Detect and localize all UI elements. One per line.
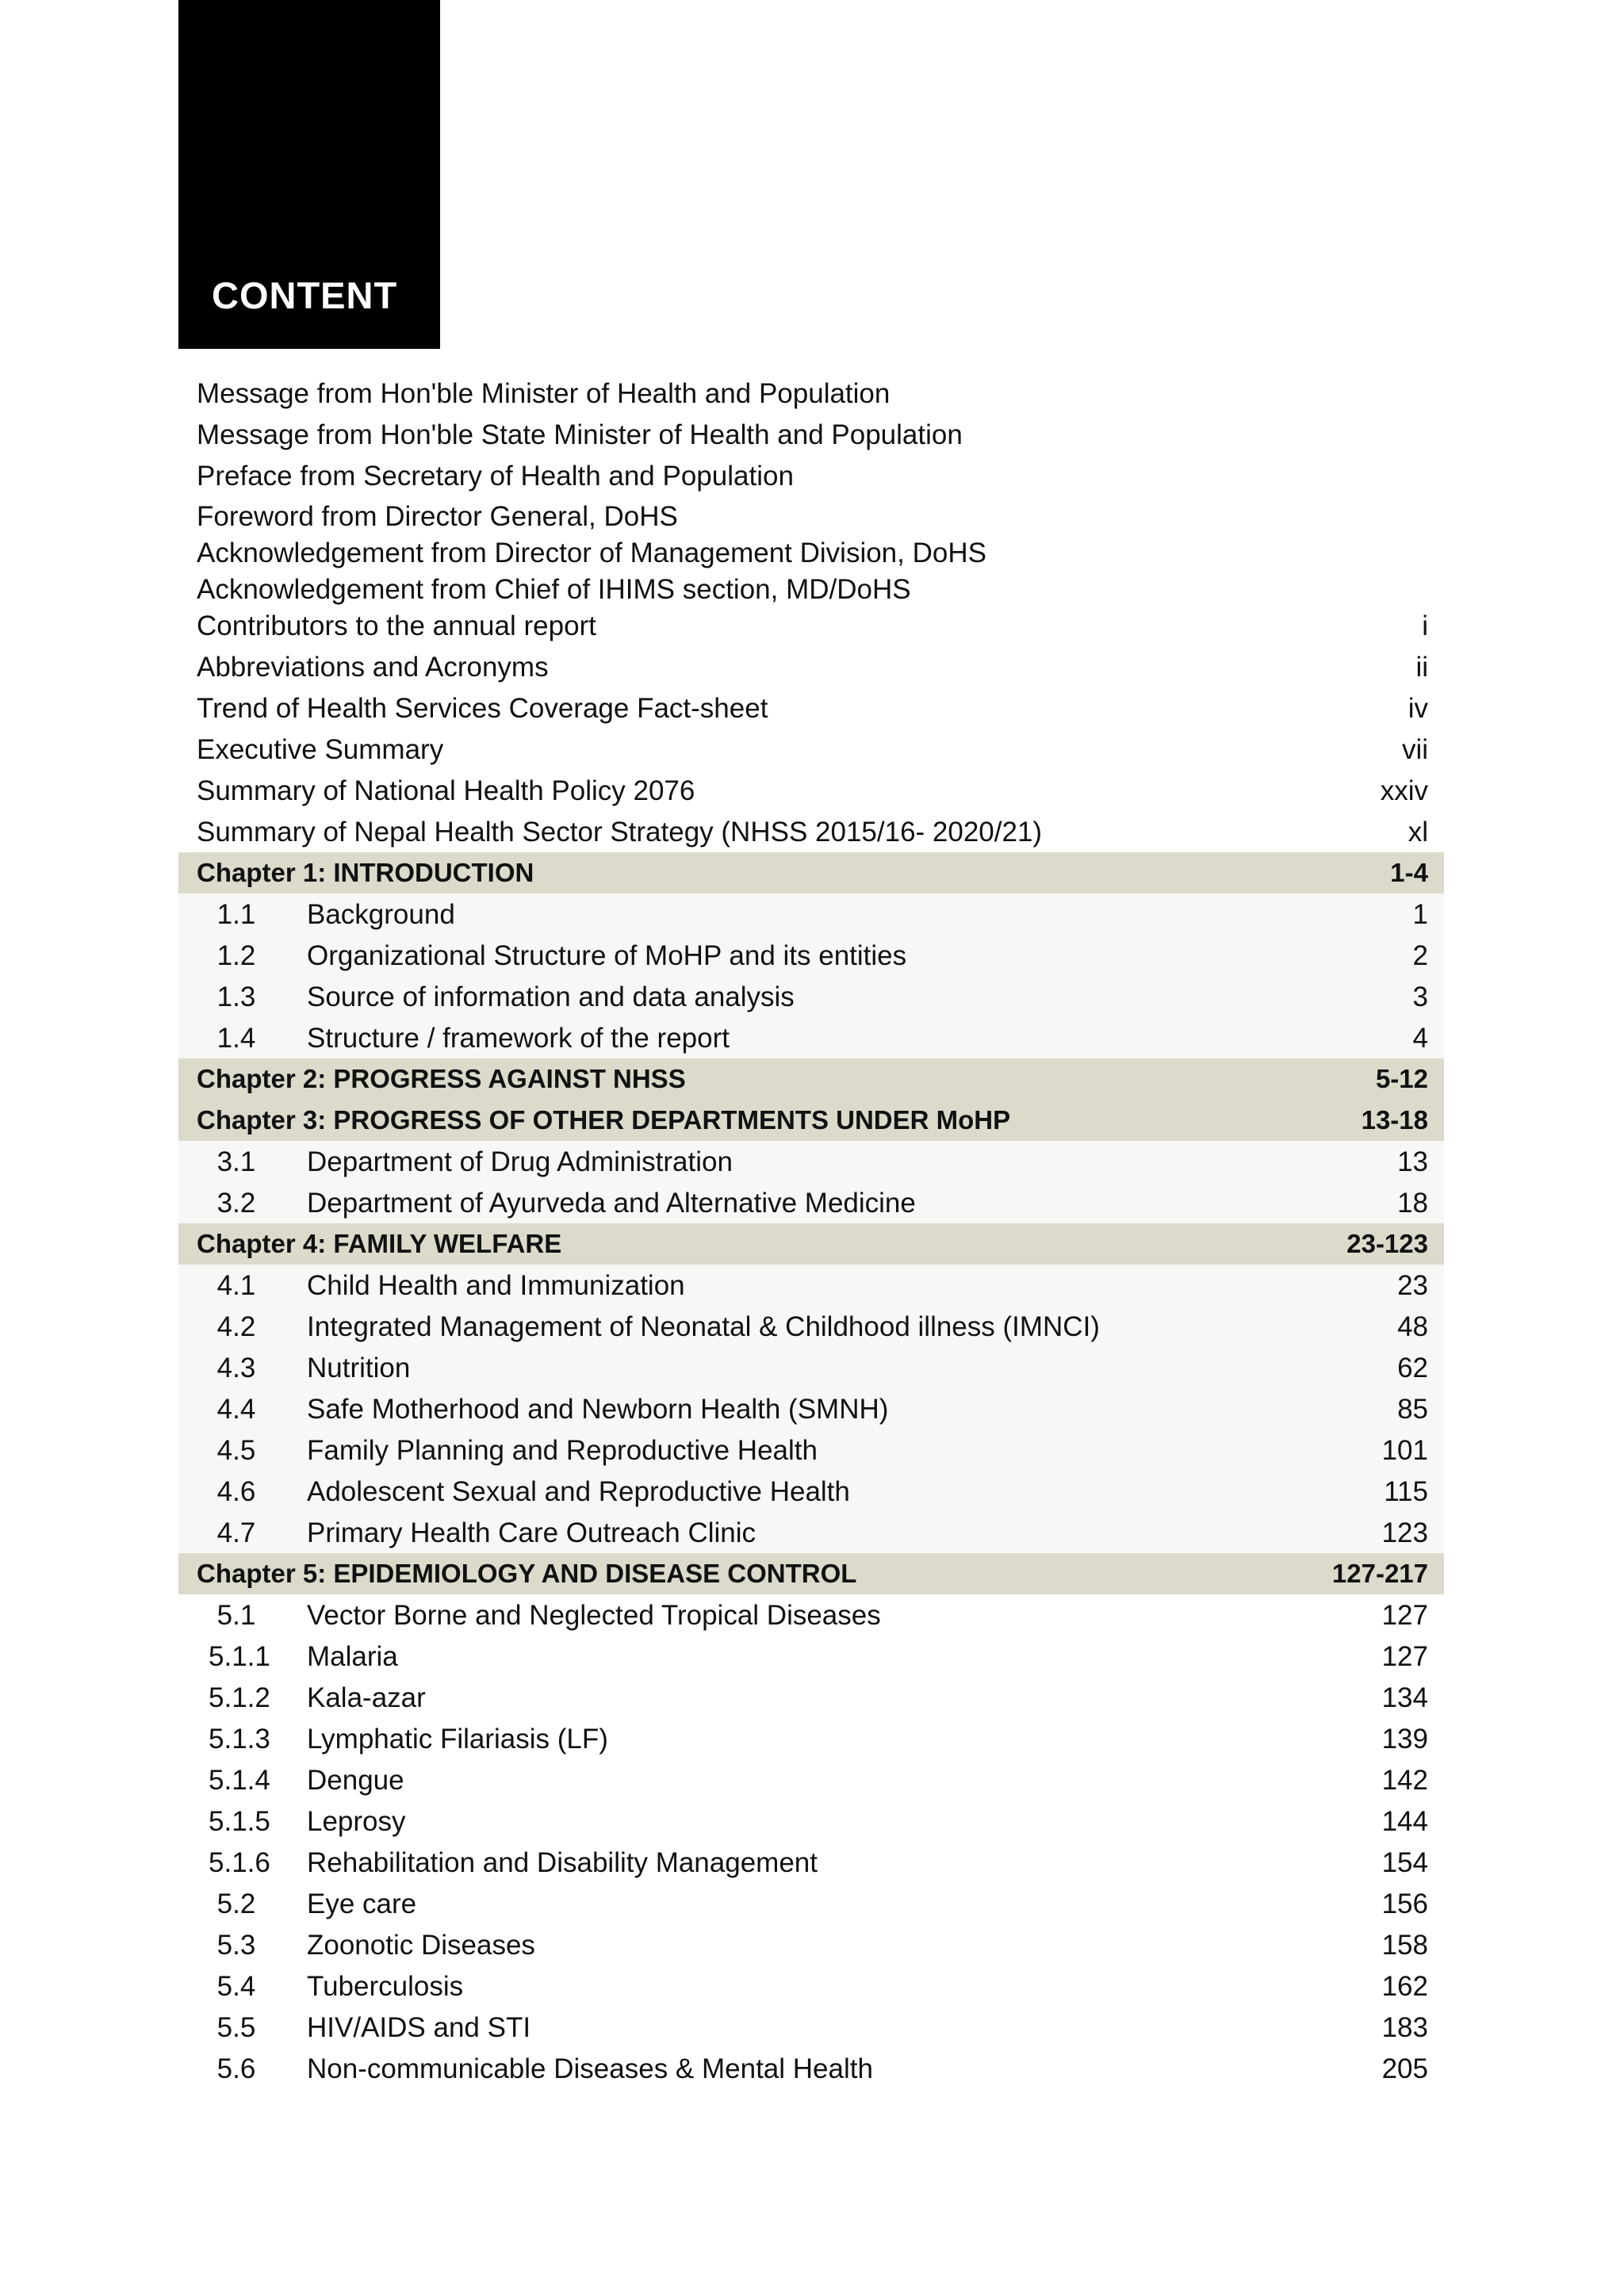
toc-chapter-3[interactable]: [178, 1100, 1444, 1141]
toc-entry-page: i: [1422, 610, 1428, 641]
toc-row-foreword[interactable]: [178, 496, 1444, 537]
section-page: 144: [1381, 1806, 1428, 1837]
section-number: 4.7: [216, 1517, 256, 1548]
toc-row-health-policy[interactable]: [178, 770, 1444, 811]
toc-entry-text: Acknowledgement from Chief of IHIMS section, MD/DoHS: [197, 574, 911, 605]
section-number: 1.1: [216, 899, 256, 930]
chapter-title: Chapter 2: PROGRESS AGAINST NHSS: [197, 1064, 686, 1093]
chapter-pages: 5-12: [1375, 1064, 1428, 1093]
toc-row-ack-director[interactable]: [178, 537, 1444, 573]
section-title: Structure / framework of the report: [307, 1023, 730, 1054]
chapter-title: Chapter 1: INTRODUCTION: [197, 858, 534, 887]
toc-entry-page: ii: [1415, 652, 1428, 683]
section-page: 123: [1381, 1517, 1428, 1548]
toc-row-message-state-minister[interactable]: [178, 414, 1444, 455]
section-number: 3.1: [216, 1146, 256, 1177]
section-number: 1.3: [216, 982, 256, 1012]
section-page: 183: [1381, 2012, 1428, 2043]
section-title: Adolescent Sexual and Reproductive Health: [307, 1476, 850, 1507]
section-page: 139: [1381, 1724, 1428, 1755]
toc-row-executive-summary[interactable]: [178, 729, 1444, 770]
toc-row-abbreviations[interactable]: [178, 646, 1444, 687]
chapter-pages: 1-4: [1390, 858, 1428, 887]
toc-section-row[interactable]: [178, 894, 1444, 935]
toc-section-row[interactable]: [178, 1512, 1444, 1553]
section-title: Safe Motherhood and Newborn Health (SMNH): [307, 1394, 889, 1425]
section-page: 127: [1381, 1641, 1428, 1672]
toc-section-row[interactable]: [178, 1265, 1444, 1306]
toc-section-row[interactable]: [178, 1636, 1444, 1677]
toc-section-row[interactable]: [178, 1759, 1444, 1800]
toc-section-row[interactable]: [178, 1594, 1444, 1636]
toc-entry-text: Preface from Secretary of Health and Population: [197, 461, 794, 492]
section-title: Primary Health Care Outreach Clinic: [307, 1517, 756, 1548]
section-page: 101: [1381, 1435, 1428, 1466]
section-page: 4: [1412, 1023, 1428, 1054]
section-page: 18: [1397, 1188, 1428, 1219]
toc-entry-text: Summary of National Health Policy 2076: [197, 775, 695, 806]
section-number: 4.5: [216, 1435, 256, 1466]
toc-entry-text: Foreword from Director General, DoHS: [197, 501, 678, 532]
section-page: 162: [1381, 1971, 1428, 2002]
section-number: 4.1: [216, 1270, 256, 1301]
toc-row-contributors[interactable]: [178, 610, 1444, 646]
toc-section-row[interactable]: [178, 1306, 1444, 1347]
section-number: 5.1.6: [209, 1847, 270, 1878]
section-page: 158: [1381, 1930, 1428, 1961]
section-number: 5.1.1: [209, 1641, 270, 1672]
section-page: 154: [1381, 1847, 1428, 1878]
section-title: Zoonotic Diseases: [307, 1930, 535, 1961]
section-number: 3.2: [216, 1188, 256, 1219]
section-title: Tuberculosis: [307, 1971, 464, 2002]
chapter-title: Chapter 4: FAMILY WELFARE: [197, 1229, 562, 1258]
section-title: Lymphatic Filariasis (LF): [307, 1724, 608, 1755]
toc-chapter-4[interactable]: [178, 1223, 1444, 1265]
toc-chapter-1[interactable]: [178, 852, 1444, 894]
section-number: 4.4: [216, 1394, 256, 1425]
section-number: 5.5: [216, 2012, 256, 2043]
section-number: 1.4: [216, 1023, 256, 1054]
section-title: Nutrition: [307, 1353, 411, 1383]
section-page: 156: [1381, 1888, 1428, 1919]
toc-entry-text: Message from Hon'ble State Minister of Health and Population: [197, 419, 963, 450]
toc-section-row[interactable]: [178, 2048, 1444, 2089]
toc-row-fact-sheet[interactable]: [178, 687, 1444, 729]
toc-entry-page: xl: [1408, 817, 1428, 848]
section-number: 4.6: [216, 1476, 256, 1507]
section-number: 5.1: [216, 1600, 256, 1631]
chapter-pages: 23-123: [1346, 1229, 1428, 1258]
content-title-block: [178, 0, 440, 349]
section-title: Department of Ayurveda and Alternative Medicine: [307, 1188, 916, 1219]
section-page: 1: [1412, 899, 1428, 930]
chapter-title: Chapter 3: PROGRESS OF OTHER DEPARTMENTS UNDER MoHP: [197, 1105, 1011, 1135]
section-page: 205: [1381, 2053, 1428, 2084]
section-page: 115: [1384, 1476, 1428, 1507]
section-title: Kala-azar: [307, 1682, 426, 1713]
section-title: Organizational Structure of MoHP and its entities: [307, 940, 907, 971]
section-title: Leprosy: [307, 1806, 406, 1837]
section-title: Source of information and data analysis: [307, 982, 795, 1012]
toc-section-row[interactable]: [178, 935, 1444, 976]
table-of-contents: [178, 373, 1444, 2089]
toc-section-row[interactable]: [178, 1388, 1444, 1429]
section-title: Malaria: [307, 1641, 398, 1672]
toc-section-row[interactable]: [178, 1182, 1444, 1223]
toc-row-nhss-summary[interactable]: [178, 811, 1444, 852]
toc-entry-text: Contributors to the annual report: [197, 610, 596, 641]
section-title: HIV/AIDS and STI: [307, 2012, 531, 2043]
section-title: Rehabilitation and Disability Management: [307, 1847, 818, 1878]
section-number: 5.6: [216, 2053, 256, 2084]
section-title: Department of Drug Administration: [307, 1146, 733, 1177]
section-page: 2: [1412, 940, 1428, 971]
toc-section-row[interactable]: [178, 1347, 1444, 1388]
chapter-pages: 127-217: [1331, 1559, 1428, 1588]
toc-entry-text: Abbreviations and Acronyms: [197, 652, 549, 683]
toc-entry-text: Executive Summary: [197, 734, 444, 765]
toc-section-row[interactable]: [178, 1965, 1444, 2007]
toc-chapter-5[interactable]: [178, 1553, 1444, 1594]
section-number: 5.2: [216, 1888, 256, 1919]
section-page: 13: [1397, 1146, 1428, 1177]
section-page: 142: [1381, 1765, 1428, 1796]
toc-section-row[interactable]: [178, 1883, 1444, 1924]
section-number: 5.1.5: [209, 1806, 270, 1837]
toc-entry-text: Trend of Health Services Coverage Fact-sheet: [197, 693, 768, 724]
section-page: 85: [1397, 1394, 1428, 1425]
toc-row-preface[interactable]: [178, 455, 1444, 496]
section-title: Non-communicable Diseases & Mental Health: [307, 2053, 873, 2084]
toc-section-row[interactable]: [178, 1718, 1444, 1759]
section-number: 4.2: [216, 1311, 256, 1342]
section-page: 23: [1397, 1270, 1428, 1301]
toc-section-row[interactable]: [178, 1800, 1444, 1842]
section-number: 5.1.2: [209, 1682, 270, 1713]
section-title: Family Planning and Reproductive Health: [307, 1435, 818, 1466]
section-title: Child Health and Immunization: [307, 1270, 685, 1301]
toc-entry-page: iv: [1408, 693, 1428, 724]
section-page: 3: [1412, 982, 1428, 1012]
toc-row-ack-chief[interactable]: [178, 573, 1444, 610]
toc-section-row[interactable]: [178, 1924, 1444, 1965]
section-title: Integrated Management of Neonatal & Childhood illness (IMNCI): [307, 1311, 1100, 1342]
toc-section-row[interactable]: [178, 1429, 1444, 1471]
section-title: Eye care: [307, 1888, 417, 1919]
section-title: Vector Borne and Neglected Tropical Diseases: [307, 1600, 881, 1631]
section-number: 4.3: [216, 1353, 256, 1383]
section-page: 62: [1397, 1353, 1428, 1383]
section-number: 1.2: [216, 940, 256, 971]
section-page: 127: [1381, 1600, 1428, 1631]
section-page: 134: [1381, 1682, 1428, 1713]
toc-row-message-minister[interactable]: [178, 373, 1444, 414]
chapter-title: Chapter 5: EPIDEMIOLOGY AND DISEASE CONTROL: [197, 1559, 857, 1588]
toc-section-row[interactable]: [178, 2007, 1444, 2048]
chapter-pages: 13-18: [1361, 1105, 1428, 1135]
section-title: Background: [307, 899, 455, 930]
section-page: 48: [1397, 1311, 1428, 1342]
toc-entry-page: vii: [1401, 734, 1428, 765]
toc-section-row[interactable]: [178, 976, 1444, 1017]
toc-section-row[interactable]: [178, 1842, 1444, 1883]
toc-chapter-2[interactable]: [178, 1058, 1444, 1100]
toc-entry-page: xxiv: [1380, 775, 1428, 806]
section-number: 5.3: [216, 1930, 256, 1961]
section-number: 5.4: [216, 1971, 256, 2002]
toc-section-row[interactable]: [178, 1141, 1444, 1182]
page-title: CONTENT: [212, 274, 398, 316]
section-number: 5.1.4: [209, 1765, 270, 1796]
toc-entry-text: Summary of Nepal Health Sector Strategy (NHSS 2015/16- 2020/21): [197, 817, 1043, 848]
toc-entry-text: Message from Hon'ble Minister of Health and Population: [197, 378, 891, 409]
section-title: Dengue: [307, 1765, 404, 1796]
toc-entry-text: Acknowledgement from Director of Management Division, DoHS: [197, 538, 986, 568]
section-number: 5.1.3: [209, 1724, 270, 1755]
toc-section-row[interactable]: [178, 1677, 1444, 1718]
toc-section-row[interactable]: [178, 1017, 1444, 1058]
toc-section-row[interactable]: [178, 1471, 1444, 1512]
